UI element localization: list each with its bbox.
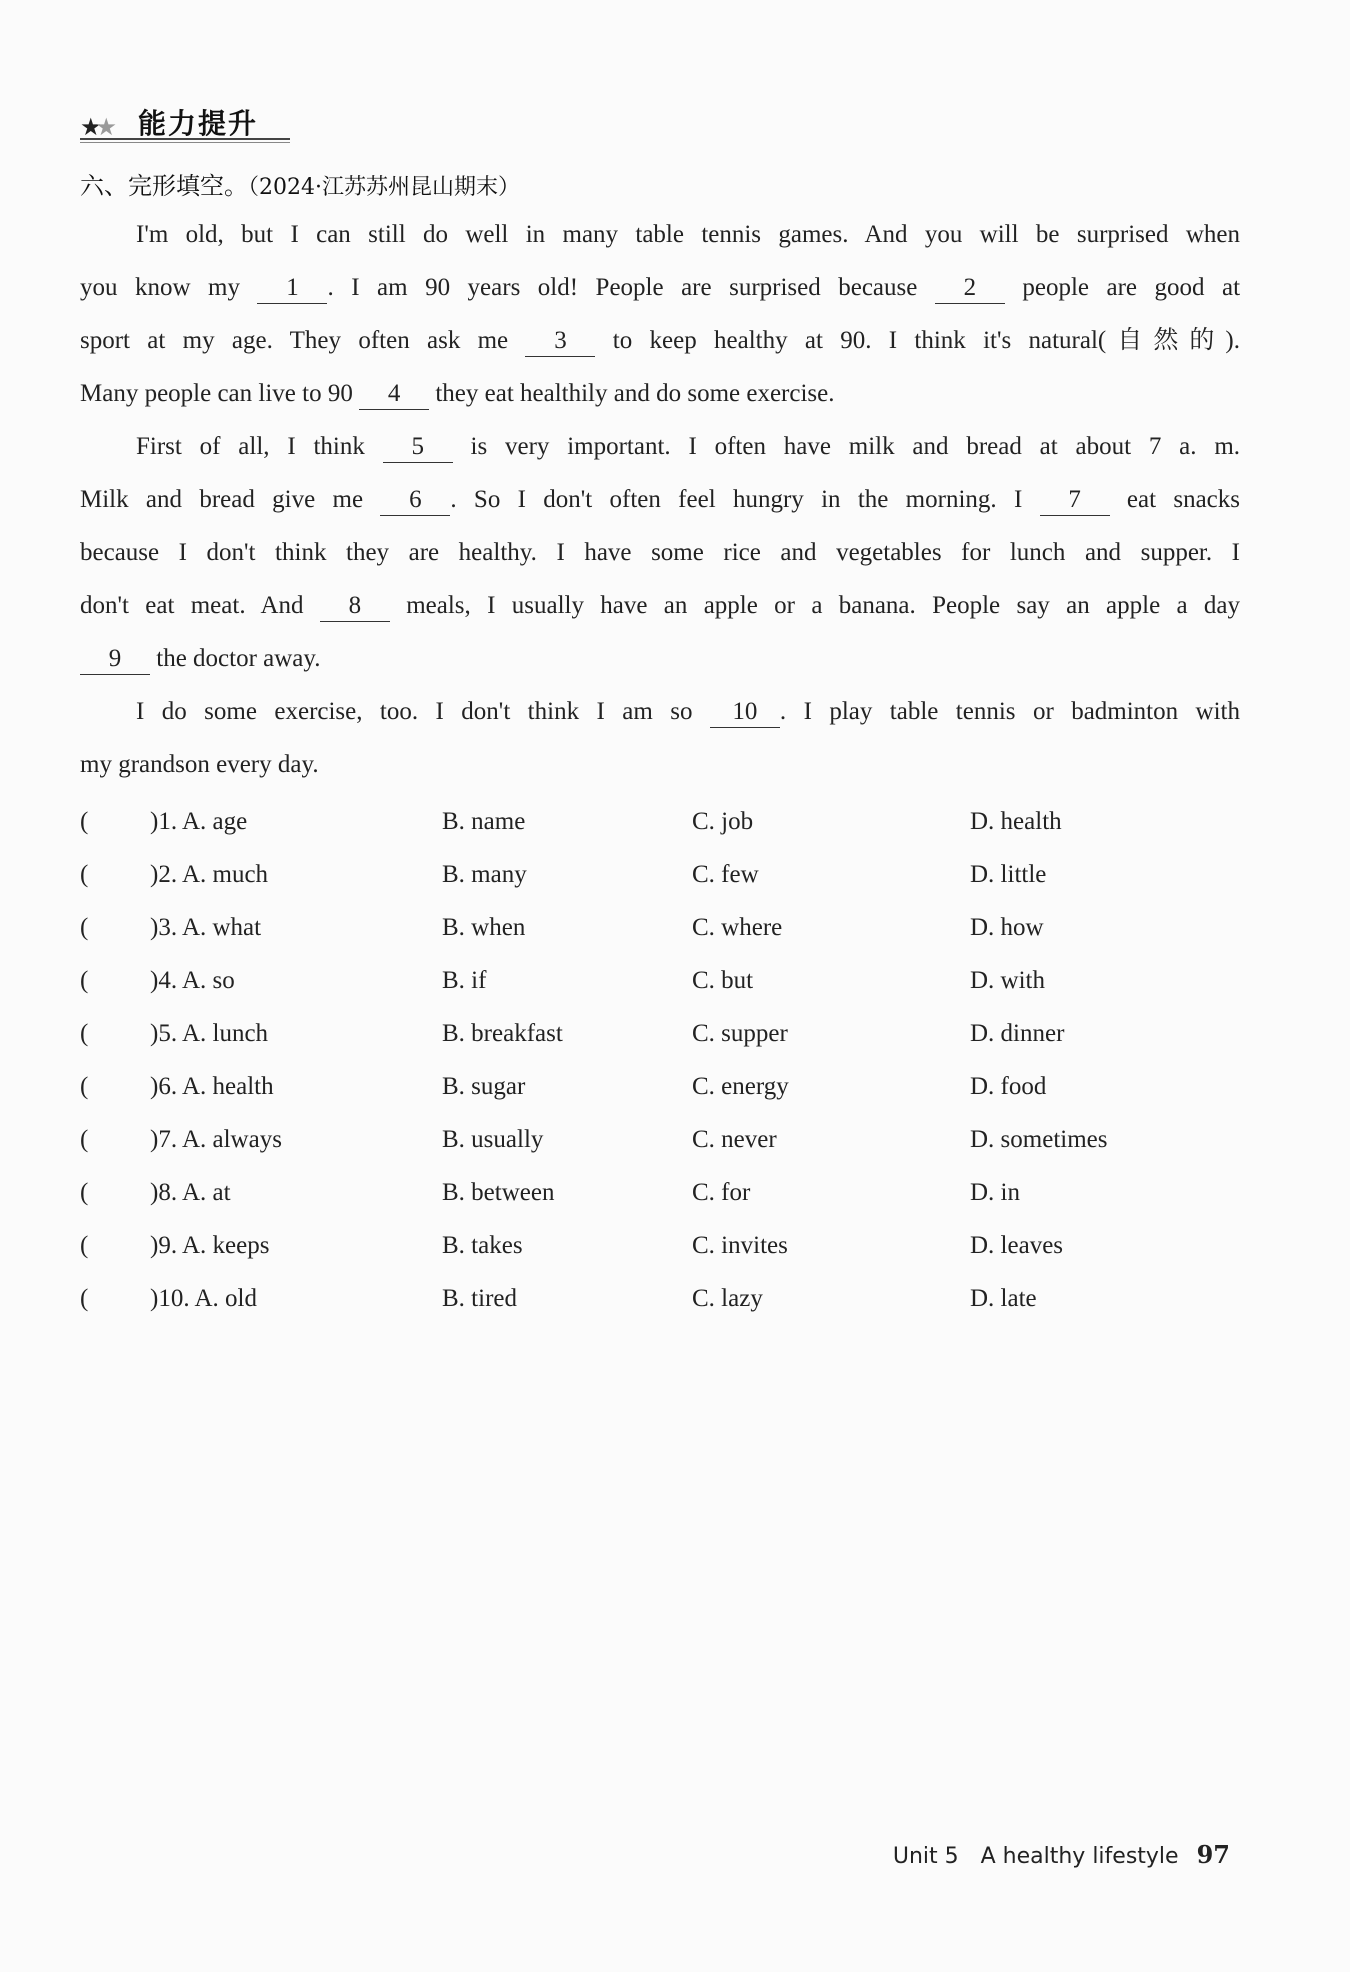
passage-text: the doctor away. [156,645,321,672]
blank-8[interactable]: 8 [320,591,390,622]
question-number: )7. [150,1126,178,1153]
passage-line [80,579,1240,632]
answer-paren[interactable]: ( [80,1126,89,1153]
passage-text: . I am 90 years old! People are surprised because [327,274,918,301]
blank-5[interactable]: 5 [383,432,453,463]
blank-4[interactable]: 4 [359,379,429,410]
option-row [80,1166,1240,1219]
option-d[interactable]: D. little [970,861,1047,888]
option-row [80,848,1240,901]
option-b[interactable]: B. if [442,967,487,994]
option-a[interactable]: A. age [181,808,248,835]
passage-line [80,314,1240,367]
blank-7[interactable]: 7 [1040,485,1110,516]
option-b[interactable]: B. sugar [442,1073,526,1100]
passage-line [80,208,1240,261]
passage-text: . I play table tennis or badminton with [779,698,1240,725]
option-d[interactable]: D. sometimes [970,1126,1108,1153]
passage-text: to keep healthy at 90. I think it's natural(自然的). [612,327,1240,354]
option-c[interactable]: C. for [692,1179,751,1206]
question-number: )5. [150,1020,178,1047]
answer-paren[interactable]: ( [80,1020,89,1047]
passage-text: I do some exercise, too. I don't think I am so [136,698,693,725]
passage-text: First of all, I think [136,433,365,460]
passage-line [80,526,1240,579]
option-row [80,954,1240,1007]
option-b[interactable]: B. takes [442,1232,523,1259]
passage-line [80,738,1240,791]
section-header [80,98,300,144]
passage-line [80,685,1240,738]
blank-2[interactable]: 2 [935,273,1005,304]
answer-paren[interactable]: ( [80,861,89,888]
answer-paren[interactable]: ( [80,914,89,941]
passage-text: meals, I usually have an apple or a banana. People say an apple a day [406,592,1240,619]
option-a[interactable]: A. always [181,1126,282,1153]
passage-line [80,473,1240,526]
option-c[interactable]: C. where [692,914,783,941]
passage-line [80,420,1240,473]
blank-3[interactable]: 3 [525,326,595,357]
option-b[interactable]: B. many [442,861,527,888]
passage-text: Milk and bread give me [80,486,364,513]
answer-paren[interactable]: ( [80,1285,89,1312]
option-c[interactable]: C. but [692,967,754,994]
option-c[interactable]: C. lazy [692,1285,763,1312]
option-a[interactable]: A. what [181,914,262,941]
option-row [80,1272,1240,1325]
section-title: 能力提升 [138,107,259,140]
answer-paren[interactable]: ( [80,1073,89,1100]
option-a[interactable]: A. lunch [181,1020,269,1047]
option-d[interactable]: D. leaves [970,1232,1064,1259]
option-row [80,901,1240,954]
answer-paren[interactable]: ( [80,967,89,994]
passage-line [80,632,1240,685]
page-footer [893,1840,1230,1869]
option-b[interactable]: B. breakfast [442,1020,563,1047]
option-c[interactable]: C. few [692,861,759,888]
option-a[interactable]: A. health [181,1073,274,1100]
question-number: )1. [150,808,178,835]
passage-line [80,367,1240,420]
header-divider-thin [80,142,290,143]
header-divider [80,138,290,140]
footer-unit: Unit 5 [892,1844,959,1869]
question-number: )6. [150,1073,178,1100]
question-number: )10. [150,1285,190,1312]
option-row [80,1060,1240,1113]
option-b[interactable]: B. between [442,1179,555,1206]
option-b[interactable]: B. name [442,808,526,835]
option-d[interactable]: D. health [970,808,1062,835]
answer-paren[interactable]: ( [80,1232,89,1259]
option-d[interactable]: D. in [970,1179,1020,1206]
question-title: 六、完形填空。 [80,172,248,200]
passage-text: . So I don't often feel hungry in the morning. I [450,486,1023,513]
option-d[interactable]: D. late [970,1285,1037,1312]
option-row [80,795,1240,848]
answer-paren[interactable]: ( [80,808,89,835]
question-heading [80,166,520,201]
passage-text: eat snacks [1126,486,1241,513]
option-row [80,1113,1240,1166]
passage-text: don't eat meat. And [80,592,304,619]
question-source: （2024·江苏苏州昆山期末） [248,175,520,200]
option-b[interactable]: B. usually [442,1126,544,1153]
star-icon: ★★ [80,115,118,141]
option-row [80,1219,1240,1272]
option-c[interactable]: C. supper [692,1020,788,1047]
option-c[interactable]: C. energy [692,1073,789,1100]
question-number: )3. [150,914,178,941]
blank-1[interactable]: 1 [257,273,327,304]
option-a[interactable]: A. old [194,1285,257,1312]
option-a[interactable]: A. so [181,967,235,994]
blank-9[interactable]: 9 [80,644,150,675]
passage-text: Many people can live to 90 [80,380,353,407]
question-number: )2. [150,861,178,888]
passage-text: sport at my age. They often ask me [80,327,509,354]
blank-6[interactable]: 6 [380,485,450,516]
passage-text: people are good at [1022,274,1241,301]
question-number: )9. [150,1232,178,1259]
option-a[interactable]: A. at [181,1179,231,1206]
option-d[interactable]: D. dinner [970,1020,1065,1047]
passage-line [80,261,1240,314]
option-c[interactable]: C. never [692,1126,777,1153]
option-a[interactable]: A. much [181,861,269,888]
passage-text: my grandson every day. [80,751,319,778]
option-b[interactable]: B. when [442,914,526,941]
question-number: )4. [150,967,178,994]
option-c[interactable]: C. invites [692,1232,788,1259]
option-d[interactable]: D. how [970,914,1044,941]
answer-paren[interactable]: ( [80,1179,89,1206]
option-c[interactable]: C. job [692,808,754,835]
page-number: 97 [1196,1840,1230,1869]
passage-text: because I don't think they are healthy. I have some rice and vegetables for lunch and supper. I [80,539,1240,566]
passage-text: I'm old, but I can still do well in many table tennis games. And you will be surprised when [136,221,1240,248]
passage-text: they eat healthily and do some exercise. [435,380,835,407]
option-b[interactable]: B. tired [442,1285,517,1312]
question-number: )8. [150,1179,178,1206]
passage-text: is very important. I often have milk and bread at about 7 a. m. [470,433,1241,460]
footer-title: A healthy lifestyle [980,1844,1179,1869]
option-a[interactable]: A. keeps [181,1232,270,1259]
option-d[interactable]: D. with [970,967,1045,994]
option-d[interactable]: D. food [970,1073,1047,1100]
blank-10[interactable]: 10 [710,697,780,728]
option-row [80,1007,1240,1060]
passage-text: you know my [80,274,240,301]
